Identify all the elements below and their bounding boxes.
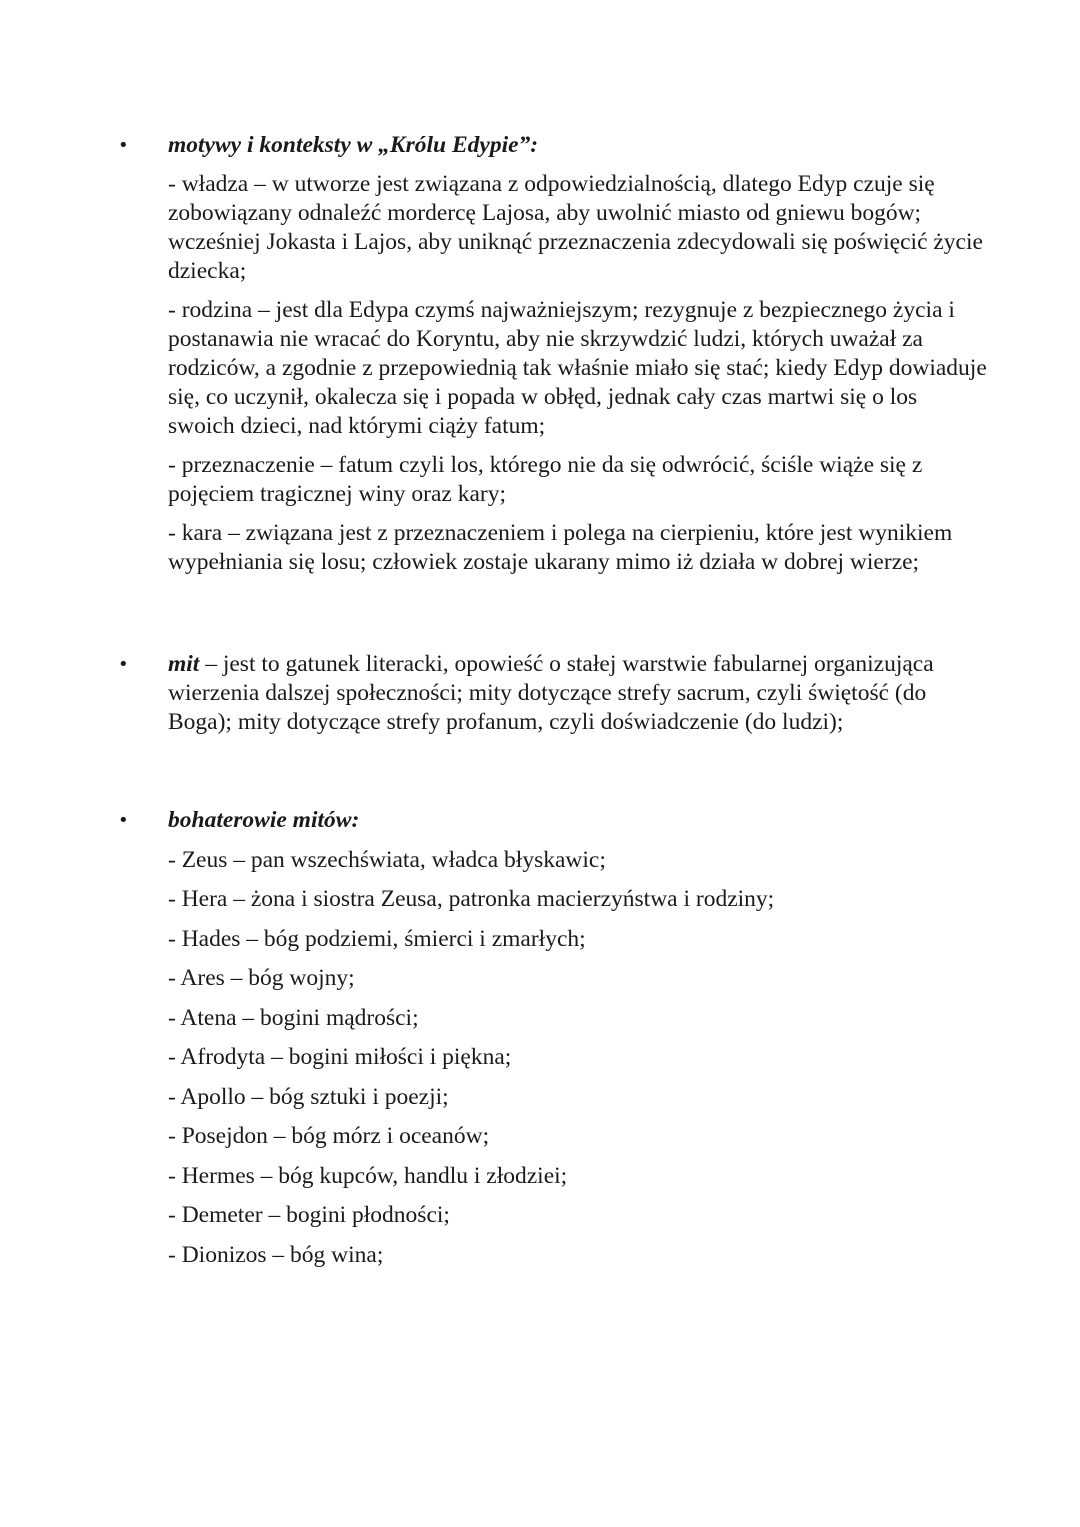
list-item: - Dionizos – bóg wina; <box>168 1241 384 1268</box>
bullet-heading-motywy <box>118 131 988 160</box>
list-item: - Apollo – bóg sztuki i poezji; <box>168 1083 449 1110</box>
bullet-heading-bohaterowie <box>118 806 988 835</box>
list-item: - Hades – bóg podziemi, śmierci i zmarłych; <box>168 925 586 952</box>
paragraph-rodzina: - rodzina – jest dla Edypa czymś najważniejszym; rezygnuje z bezpiecznego życia i postanawia nie wracać do Koryntu, aby nie skrzywdzić ludzi, których uważał za rodziców, a zgodnie z przepowiednią tak właśnie miało się stać; kiedy Edyp dowiaduje się, co uczynił, okalecza się i popada w obłęd, jednak cały czas martwi się o los swoich dzieci, nad którymi ciąży fatum; <box>168 297 987 439</box>
section-bohaterowie <box>118 806 988 1270</box>
paragraph-przeznaczenie: - przeznaczenie – fatum czyli los, którego nie da się odwrócić, ściśle wiąże się z pojęciem tragicznej winy oraz kary; <box>168 452 923 507</box>
list-item: - Afrodyta – bogini miłości i piękna; <box>168 1044 512 1070</box>
list-item: - Hera – żona i siostra Zeusa, patronka macierzyństwa i rodziny; <box>168 886 775 912</box>
term-mit: mit <box>168 651 200 677</box>
list-item: - Atena – bogini mądrości; <box>168 1004 419 1031</box>
bullet-icon: • <box>118 135 129 156</box>
list-item: - Posejdon – bóg mórz i oceanów; <box>168 1123 490 1149</box>
bullet-icon: • <box>118 654 129 675</box>
section-motywy <box>118 131 988 577</box>
list-item: - Demeter – bogini płodności; <box>168 1202 450 1228</box>
bullet-icon: • <box>118 810 129 831</box>
list-item: - Zeus – pan wszechświata, władca błyskawic; <box>168 846 606 873</box>
heading-bohaterowie: bohaterowie mitów: <box>168 807 360 833</box>
list-item: - Ares – bóg wojny; <box>168 965 355 991</box>
bullet-mit <box>118 650 988 737</box>
list-item: - Hermes – bóg kupców, handlu i złodziei; <box>168 1162 568 1189</box>
paragraph-wladza: - władza – w utworze jest związana z odpowiedzialnością, dlatego Edyp czuje się zobowiązany odnaleźć mordercę Lajosa, aby uwolnić miasto od gniewu bogów; wcześniej Jokasta i Lajos, aby uniknąć przeznaczenia zdecydowali się poświęcić życie dziecka; <box>168 171 983 284</box>
definition-mit: – jest to gatunek literacki, opowieść o stałej warstwie fabularnej organizująca wierzenia dalszej społeczności; mity dotyczące strefy sacrum, czyli świętość (do Boga); mity dotyczące strefy profanum, czyli doświadczenie (do ludzi); <box>168 651 934 735</box>
heading-motywy: motywy i konteksty w „Królu Edypie”: <box>168 132 539 158</box>
paragraph-kara: - kara – związana jest z przeznaczeniem i polega na cierpieniu, które jest wynikiem wypełniania się losu; człowiek zostaje ukarany mimo iż działa w dobrej wierze; <box>168 520 953 575</box>
section-mit <box>118 650 988 737</box>
